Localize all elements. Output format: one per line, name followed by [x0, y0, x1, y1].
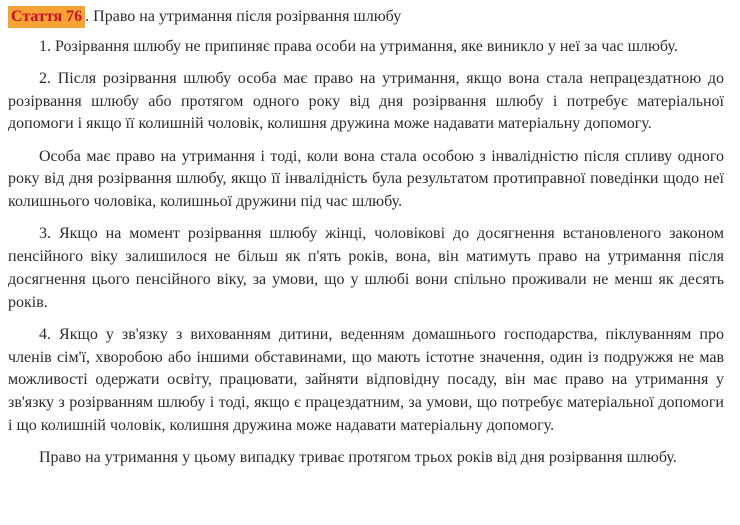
article-number-highlight: Стаття 76 [8, 6, 85, 28]
paragraph-1: 1. Розірвання шлюбу не припиняє права особи на утримання, яке виникло у неї за час шлюбу. [39, 37, 678, 55]
paragraph-2-continued: Особа має право на утримання і тоді, коли вона стала особою з інвалідністю після спливу одного року від дня розірвання шлюбу, якщо її інвалідність була результатом протиправної поведінки щодо неї колишнього чоловіка, колишньої дружини під час шлюбу. [8, 147, 724, 211]
article-title: . Право на утримання після розірвання шлюбу [85, 8, 402, 25]
paragraph-2: 2. Після розірвання шлюбу особа має право на утримання, якщо вона стала непрацездатною до розірвання шлюбу або протягом одного року від дня розірвання шлюбу і потребує матеріальної допомоги і якщо її колишній чоловік, колишня дружина може надавати матеріальну допомогу. [8, 70, 724, 133]
article-document [8, 6, 724, 479]
article-heading [8, 6, 724, 29]
paragraph-3: 3. Якщо на момент розірвання шлюбу жінці, чоловікові до досягнення встановленого законом пенсійного віку залишилося не більш як п'ять років, вона, він матимуть право на утримання після досягнення цього пенсійного віку, за умови, що у шлюбі вони спільно проживали не менш як десять років. [8, 225, 724, 311]
paragraph-4-continued: Право на утримання у цьому випадку триває протягом трьох років від дня розірвання шлюбу. [39, 448, 677, 466]
paragraph-4: 4. Якщо у зв'язку з вихованням дитини, веденням домашнього господарства, піклуванням про членів сім'ї, хворобою або іншими обставинами, що мають істотне значення, один із подружжя не мав можливості одержати освіту, працювати, зайняти відповідну посаду, він має право на утримання у зв'язку з розірванням шлюбу і тоді, якщо є працездатним, за умови, що потребує матеріальної допомоги і що колишній чоловік, колишня дружина може надавати матеріальну допомогу. [8, 325, 724, 434]
